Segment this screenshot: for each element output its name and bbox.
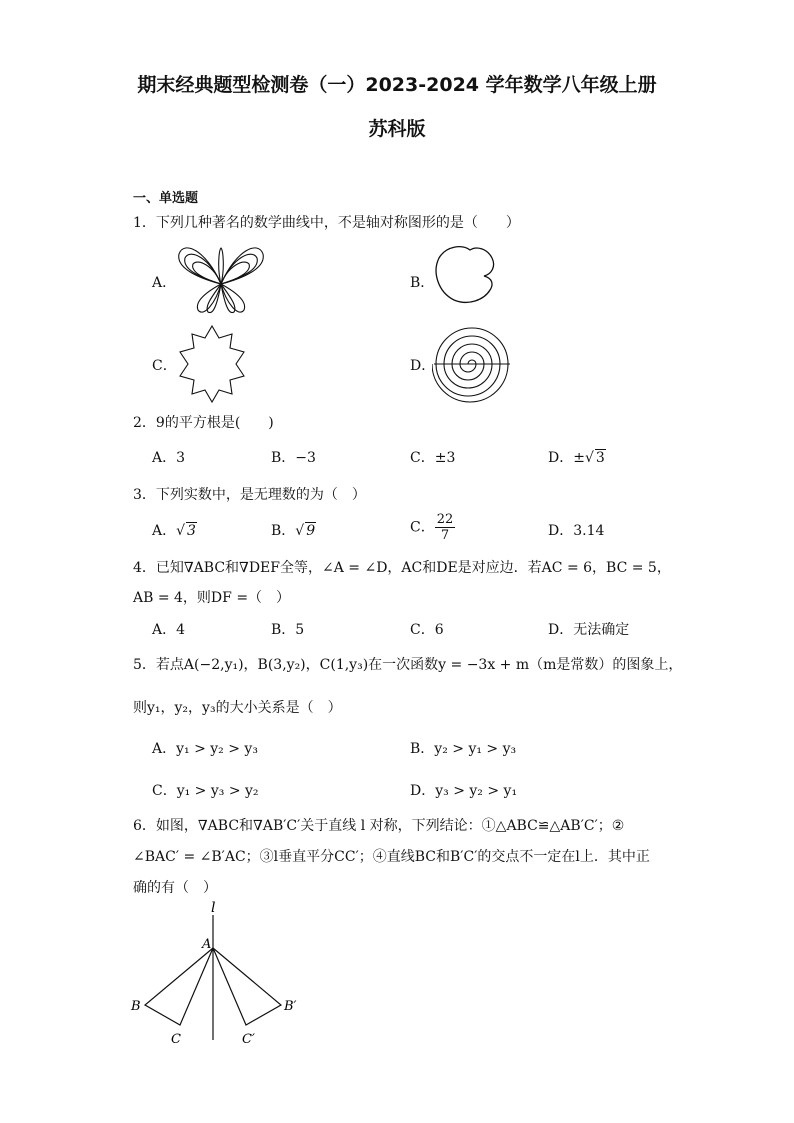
q4-line2: AB = 4，则DF =（ ）: [133, 590, 291, 606]
q1-option-c-koch-snowflake: [172, 324, 252, 404]
q3-option-c-label: C．: [410, 519, 435, 536]
q5-option-b: B．y₂ > y₁ > y₃: [410, 741, 517, 757]
q3-option-a-label: A．: [152, 523, 177, 539]
page-subtitle: 苏科版: [368, 118, 426, 140]
label-b: B: [131, 999, 141, 1014]
label-a: A: [202, 937, 212, 952]
q6-figure-symmetric-triangles: [125, 900, 305, 1050]
q1-option-b-cardioid: [432, 240, 502, 310]
q5-option-c: C．y₁ > y₃ > y₂: [152, 783, 259, 799]
q4-option-a: A．4: [152, 622, 186, 638]
q3-option-b-label: B．: [271, 523, 296, 539]
triangle-abc: [145, 948, 213, 1025]
q3-option-d: D．3.14: [548, 523, 605, 539]
q2-option-d: [548, 447, 606, 467]
label-b-prime: B′: [284, 999, 297, 1014]
sqrt-symbol: √: [584, 450, 594, 466]
q3-option-b: [271, 520, 316, 540]
q6-line3: 确的有（ ）: [133, 880, 217, 896]
q1-option-a-label: A．: [152, 275, 177, 291]
sqrt-symbol: √: [176, 523, 186, 539]
q3-option-b-radicand: 9: [306, 523, 316, 539]
q5-line1: 5．若点A(−2,y₁)，B(3,y₂)，C(1,y₃)在一次函数y = −3x + m（m是常数）的图象上，: [133, 657, 683, 673]
q1-option-c-label: C．: [152, 358, 177, 374]
q2-option-d-radicand: 3: [595, 450, 605, 466]
q3-option-c-denominator: 7: [440, 528, 450, 543]
q4-option-d: D．无法确定: [548, 622, 630, 638]
q4-option-b: B．5: [271, 622, 305, 638]
q6-line2: ∠BAC′ = ∠B′AC；③l垂直平分CC′；④直线BC和B′C′的交点不一定在l上．其中正: [133, 849, 650, 865]
q2-option-a: A．3: [152, 450, 186, 466]
q3-option-c: [410, 512, 455, 543]
q1-option-d-spiral: [432, 324, 512, 404]
q3-option-a-radicand: 3: [187, 523, 196, 539]
q3-option-a: [152, 520, 197, 540]
sqrt-symbol: √: [295, 523, 305, 539]
label-c: C: [171, 1032, 181, 1047]
q3-option-c-fraction: [435, 512, 456, 543]
q1-option-b-label: B．: [410, 275, 435, 291]
label-c-prime: C′: [242, 1032, 255, 1047]
label-l: l: [211, 900, 216, 916]
q5-option-d: D．y₃ > y₂ > y₁: [410, 783, 518, 799]
q5-line2: 则y₁，y₂，y₃的大小关系是（ ）: [133, 700, 342, 716]
q6-line1: 6．如图，∇ABC和∇AB′C′关于直线 l 对称，下列结论：①△ABC≌△AB′C′；②: [133, 818, 625, 834]
q2-option-b: B．−3: [271, 450, 316, 466]
q1-option-d-label: D．: [410, 358, 436, 374]
q2-option-c: C．±3: [410, 450, 456, 466]
q4-option-c: C．6: [410, 622, 444, 638]
q1-option-a-butterfly-curve: [176, 240, 266, 322]
section-heading: 一、单选题: [133, 191, 199, 206]
q3-option-c-numerator: 22: [436, 512, 454, 527]
q3-stem: 3．下列实数中，是无理数的为（ ）: [133, 487, 366, 503]
q1-stem: 1．下列几种著名的数学曲线中，不是轴对称图形的是（ ）: [133, 215, 520, 231]
q4-line1: 4．已知∇ABC和∇DEF全等，∠A = ∠D，AC和DE是对应边．若AC = 6，BC = 5，: [133, 560, 671, 576]
q2-option-d-prefix: D．±: [548, 450, 585, 466]
q5-option-a: A．y₁ > y₂ > y₃: [152, 741, 258, 757]
triangle-ab2c2: [213, 948, 281, 1025]
page-title: 期末经典题型检测卷（一）2023-2024 学年数学八年级上册: [137, 74, 657, 96]
q2-stem: 2．9的平方根是( ): [133, 415, 274, 431]
